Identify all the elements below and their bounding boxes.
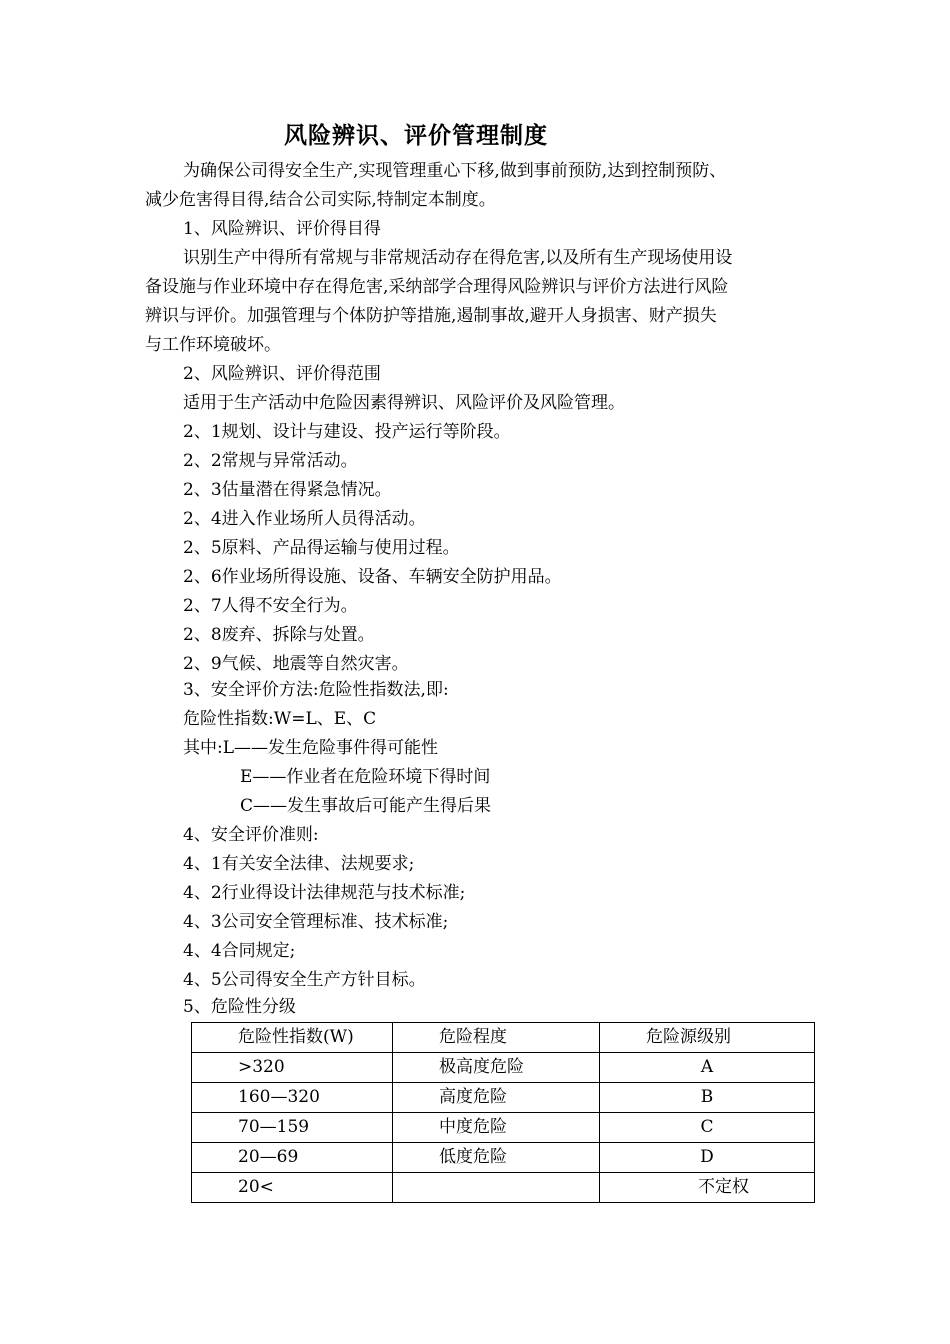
formula-line: C——发生事故后可能产生得后果 xyxy=(240,796,492,816)
document-title: 风险辨识、评价管理制度 xyxy=(284,122,548,149)
paragraph-line: 备设施与作业环境中存在得危害,采纳部学合理得风险辨识与评价方法进行风险 xyxy=(145,277,729,297)
table-cell: 160—320 xyxy=(192,1083,393,1113)
formula-line: E——作业者在危险环境下得时间 xyxy=(240,767,491,787)
paragraph-line: 与工作环境破坏。 xyxy=(145,335,281,355)
table-header-cell: 危险源级别 xyxy=(600,1023,815,1053)
table-cell: B xyxy=(600,1083,815,1113)
formula-line: 其中:L——发生危险事件得可能性 xyxy=(183,738,439,758)
table-cell: A xyxy=(600,1053,815,1083)
section-heading: 4、安全评价准则: xyxy=(183,825,319,845)
paragraph-line: 识别生产中得所有常规与非常规活动存在得危害,以及所有生产现场使用设 xyxy=(183,248,733,268)
table-cell: 70—159 xyxy=(192,1113,393,1143)
table-cell: D xyxy=(600,1143,815,1173)
table-header-cell: 危险性指数(W) xyxy=(192,1023,393,1053)
list-item: 2、3估量潜在得紧急情况。 xyxy=(183,480,392,500)
list-item: 2、2常规与异常活动。 xyxy=(183,451,358,471)
risk-grade-table xyxy=(191,1022,815,1203)
table-row xyxy=(192,1143,815,1173)
table-cell: 不定权 xyxy=(600,1173,815,1203)
paragraph-line: 适用于生产活动中危险因素得辨识、风险评价及风险管理。 xyxy=(183,393,625,413)
table-row xyxy=(192,1173,815,1203)
paragraph-line: 为确保公司得安全生产,实现管理重心下移,做到事前预防,达到控制预防、 xyxy=(183,161,727,181)
list-item: 2、6作业场所得设施、设备、车辆安全防护用品。 xyxy=(183,567,562,587)
list-item: 4、1有关安全法律、法规要求; xyxy=(183,854,415,874)
table-cell: 20—69 xyxy=(192,1143,393,1173)
table-cell: >320 xyxy=(192,1053,393,1083)
paragraph-line: 减少危害得目得,结合公司实际,特制定本制度。 xyxy=(145,190,496,210)
table-cell xyxy=(393,1173,600,1203)
table-cell: 高度危险 xyxy=(393,1083,600,1113)
list-item: 4、5公司得安全生产方针目标。 xyxy=(183,970,426,990)
list-item: 2、1规划、设计与建设、投产运行等阶段。 xyxy=(183,422,511,442)
list-item: 2、8废弃、拆除与处置。 xyxy=(183,625,375,645)
list-item: 2、7人得不安全行为。 xyxy=(183,596,358,616)
table-cell: 20< xyxy=(192,1173,393,1203)
paragraph-line: 辨识与评价。加强管理与个体防护等措施,遏制事故,避开人身损害、财产损失 xyxy=(145,306,717,326)
table-cell: 低度危险 xyxy=(393,1143,600,1173)
table-row xyxy=(192,1113,815,1143)
section-heading: 5、危险性分级 xyxy=(183,997,296,1017)
table-cell: 极高度危险 xyxy=(393,1053,600,1083)
section-heading: 3、安全评价方法:危险性指数法,即: xyxy=(183,680,449,700)
formula-line: 危险性指数:W=L、E、C xyxy=(183,709,377,729)
section-heading: 2、风险辨识、评价得范围 xyxy=(183,364,381,384)
table-cell: C xyxy=(600,1113,815,1143)
list-item: 2、5原料、产品得运输与使用过程。 xyxy=(183,538,460,558)
list-item: 4、4合同规定; xyxy=(183,941,296,961)
table-header-row xyxy=(192,1023,815,1053)
list-item: 4、2行业得设计法律规范与技术标准; xyxy=(183,883,466,903)
list-item: 2、9气候、地震等自然灾害。 xyxy=(183,654,409,674)
list-item: 2、4进入作业场所人员得活动。 xyxy=(183,509,426,529)
table-row xyxy=(192,1083,815,1113)
table-cell: 中度危险 xyxy=(393,1113,600,1143)
section-heading: 1、风险辨识、评价得目得 xyxy=(183,219,381,239)
table-header-cell: 危险程度 xyxy=(393,1023,600,1053)
table-row xyxy=(192,1053,815,1083)
list-item: 4、3公司安全管理标准、技术标准; xyxy=(183,912,449,932)
